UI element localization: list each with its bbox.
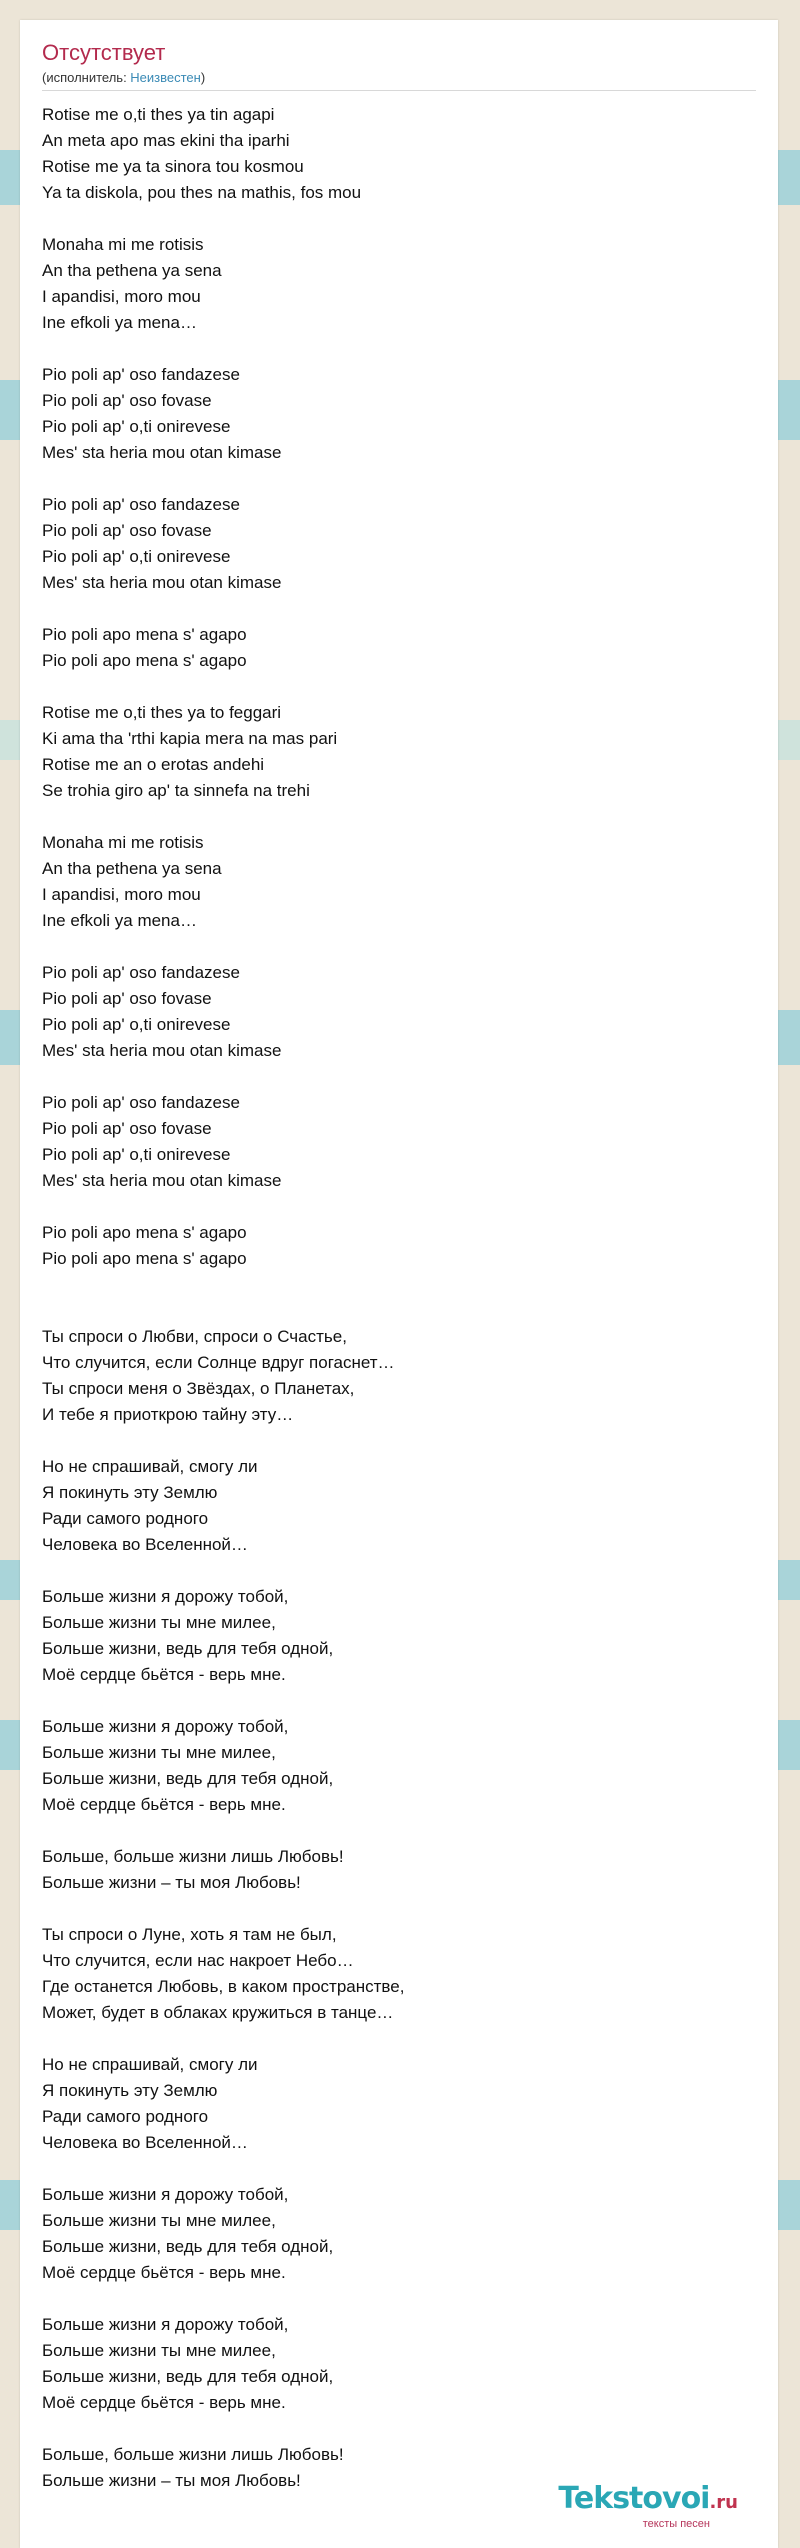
lyrics-card xyxy=(20,20,778,2548)
logo-name: Tekstovoi xyxy=(558,2481,710,2516)
artist-link[interactable]: Неизвестен xyxy=(130,70,201,85)
song-subtitle xyxy=(42,70,756,86)
logo-wordmark xyxy=(558,2481,738,2518)
subtitle-suffix: ) xyxy=(200,70,206,85)
lyrics-text: Rotise me o,ti thes ya tin agapi An meta apo mas ekini tha iparhi Rotise me ya ta sinora tou kosmou Ya ta diskola, pou thes na mathis, fos mou Monaha mi me rotisis An tha pethena ya sena I apandisi, moro mou Ine efkoli ya mena… Pio poli ap' oso fandazese Pio poli ap' oso fovase Pio poli ap' o,ti onirevese Mes' sta heria mou otan kimase Pio poli ap' oso fandazese Pio poli ap' oso fovase Pio poli ap' o,ti onirevese Mes' sta heria mou otan kimase Pio poli apo mena s' agapo Pio poli apo mena s' agapo Rotise me o,ti thes ya to feggari Ki ama tha 'rthi kapia mera na mas pari Rotise me an o erotas andehi Se trohia giro ap' ta sinnefa na trehi Monaha mi me rotisis An tha pethena ya sena I apandisi, moro mou Ine efkoli ya mena… Pio poli ap' oso fandazese Pio poli ap' oso fovase Pio poli ap' o,ti onirevese Mes' sta heria mou otan kimase Pio poli ap' oso fandazese Pio poli ap' oso fovase Pio poli ap' o,ti onirevese Mes' sta heria mou otan kimase Pio poli apo mena s' agapo Pio poli apo mena s' agapo Ты спроси о Любви, спроси о Счастье, Что случится, если Солнце вдруг погаснет… Ты спроси меня о Звёздах, о Планетах, И тебе я приоткрою тайну эту… Но не спрашивай, смогу ли Я покинуть эту Землю Ради самого родного Человека во Вселенной… Больше жизни я дорожу тобой, Больше жизни ты мне милее, Больше жизни, ведь для тебя одной, Моё сердце бьётся - верь мне. Больше жизни я дорожу тобой, Больше жизни ты мне милее, Больше жизни, ведь для тебя одной, Моё сердце бьётся - верь мне. Больше, больше жизни лишь Любовь! Больше жизни – ты моя Любовь! Ты спроси о Луне, хоть я там не был, Что случится, если нас накроет Небо… Где останется Любовь, в каком пространстве, Может, будет в облаках кружиться в танце… Но не спрашивай, смогу ли Я покинуть эту Землю Ради самого родного Человека во Вселенной… Больше жизни я дорожу тобой, Больше жизни ты мне милее, Больше жизни, ведь для тебя одной, Моё сердце бьётся - верь мне. Больше жизни я дорожу тобой, Больше жизни ты мне милее, Больше жизни, ведь для тебя одной, Моё сердце бьётся - верь мне. Больше, больше жизни лишь Любовь! Больше жизни – ты моя Любовь! xyxy=(42,105,405,2490)
site-logo[interactable] xyxy=(558,2481,738,2530)
song-title: Отсутствует xyxy=(42,40,166,65)
subtitle-prefix: (исполнитель: xyxy=(42,70,131,85)
song-header xyxy=(42,40,756,91)
logo-domain: .ru xyxy=(709,2492,738,2513)
header-divider xyxy=(42,90,756,91)
logo-tagline: тексты песен xyxy=(642,2518,710,2530)
